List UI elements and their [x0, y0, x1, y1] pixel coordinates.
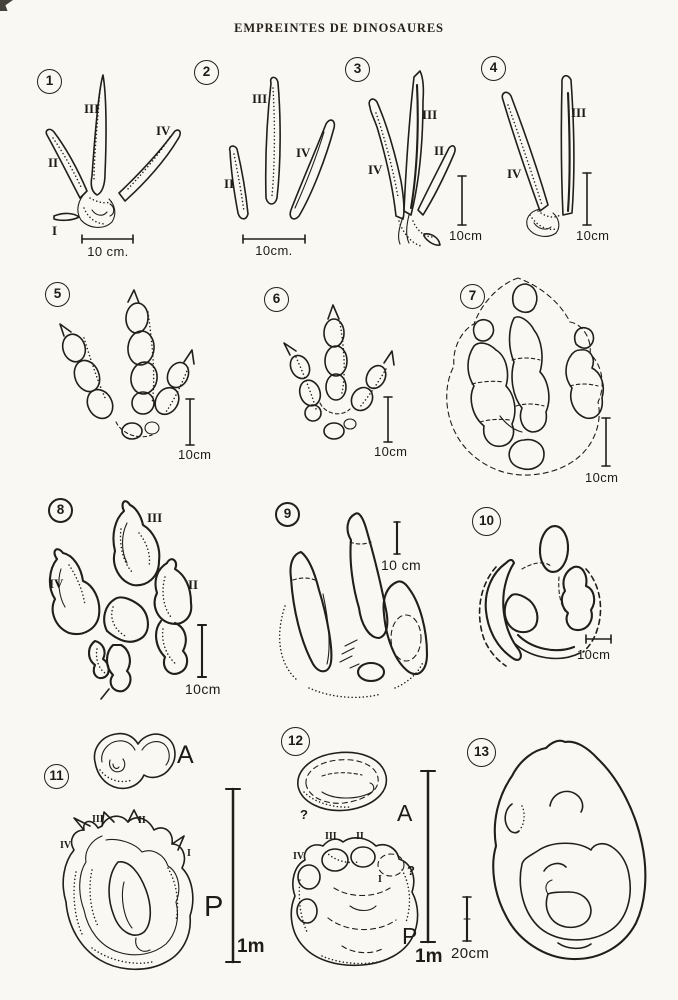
figure-12 — [278, 720, 470, 975]
toe-label-II: II — [356, 831, 364, 842]
figure-5-number-badge: 5 — [45, 282, 70, 307]
toe-label-III: III — [147, 510, 163, 525]
toe-label-IV: IV — [507, 166, 522, 181]
toe-label-IV: IV — [296, 145, 311, 160]
footprint-drawing-8 — [35, 493, 235, 703]
toe-label-II: II — [434, 143, 445, 158]
figure-2-number-badge: 2 — [194, 60, 219, 85]
toe-label-I: I — [52, 223, 58, 238]
scale-label: 10cm — [585, 470, 619, 485]
figure-8 — [35, 493, 235, 703]
figure-9-scale-bar — [394, 522, 400, 554]
toe-label-I: I — [187, 848, 191, 859]
scale-label: 1m — [237, 936, 265, 957]
figure-12-number-badge: 12 — [281, 727, 310, 756]
toe-label-II: II — [188, 577, 199, 592]
figure-9 — [255, 498, 435, 698]
figure-13 — [450, 716, 668, 980]
figure-10 — [462, 503, 622, 673]
toe-label-I: I — [378, 874, 382, 885]
figure-6-number-badge: 6 — [264, 287, 289, 312]
manus-label: A — [177, 741, 194, 769]
scale-label: 10cm — [185, 681, 221, 697]
figure-2 — [193, 58, 343, 263]
scale-label: 10cm. — [255, 243, 293, 258]
figure-11 — [40, 722, 275, 980]
figure-7-number-badge: 7 — [460, 284, 485, 309]
footprint-drawing-4 — [478, 53, 618, 253]
scale-label: 10cm — [178, 447, 212, 462]
toe-label-III: III — [252, 91, 268, 106]
figure-9-number-badge: 9 — [275, 502, 300, 527]
toe-label-IV: IV — [156, 123, 171, 138]
figure-7-scale-bar — [602, 418, 610, 466]
footprint-drawing-12 — [278, 720, 470, 975]
toe-label-III: III — [422, 107, 438, 122]
scale-label: 10cm — [449, 228, 483, 243]
scale-label: 10cm — [577, 647, 611, 662]
figure-8-scale-bar — [198, 625, 206, 677]
toe-label-IV: IV — [368, 162, 383, 177]
figure-4-scale-bar — [583, 173, 591, 225]
question-mark-right: ? — [407, 863, 415, 878]
figure-7 — [430, 266, 652, 488]
figure-11-number-badge: 11 — [44, 764, 69, 789]
figure-4-number-badge: 4 — [481, 56, 506, 81]
figure-6 — [262, 285, 412, 465]
toe-label-IV: IV — [49, 576, 64, 591]
toe-label-II: II — [138, 815, 146, 826]
footprint-drawing-2 — [193, 58, 343, 263]
pes-label: P — [204, 891, 224, 923]
figure-8-number-badge: 8 — [48, 498, 73, 523]
figure-13-scale-bar — [463, 897, 471, 941]
toe-label-II: II — [224, 176, 235, 191]
scale-label: 1m — [415, 946, 443, 967]
figure-5 — [40, 272, 225, 467]
scale-label: 10cm — [374, 444, 408, 459]
scan-corner-smudge — [0, 0, 13, 11]
figure-3-scale-bar — [458, 176, 466, 225]
figure-3-number-badge: 3 — [345, 57, 370, 82]
figure-10-scale-bar — [586, 635, 611, 643]
toe-label-IV: IV — [293, 851, 305, 862]
figure-13-number-badge: 13 — [467, 738, 496, 767]
figure-4 — [478, 53, 618, 253]
footprint-drawing-6 — [262, 285, 412, 465]
figure-12-scale-bar — [421, 771, 435, 942]
scale-label: 10 cm. — [87, 244, 129, 259]
toe-label-II: II — [48, 155, 59, 170]
toe-label-III: III — [92, 814, 104, 825]
page-title: EMPREINTES DE DINOSAURES — [234, 21, 444, 35]
scale-label: 10 cm — [381, 557, 422, 573]
question-mark-left: ? — [300, 807, 308, 822]
scale-label: 10cm — [576, 228, 610, 243]
toe-label-III: III — [325, 831, 337, 842]
figure-3 — [343, 53, 483, 263]
toe-label-III: III — [571, 105, 587, 120]
figure-6-scale-bar — [384, 397, 392, 442]
manus-label: A — [397, 800, 413, 826]
figure-1-number-badge: 1 — [37, 69, 62, 94]
figure-2-scale-bar — [243, 235, 305, 243]
figure-10-number-badge: 10 — [472, 507, 501, 536]
toe-label-IV: IV — [60, 840, 72, 851]
pes-label: P — [402, 923, 418, 949]
figure-1 — [22, 58, 192, 263]
footprint-drawing-9 — [255, 498, 435, 698]
scale-label: 20cm — [451, 945, 490, 962]
figure-5-scale-bar — [186, 399, 194, 445]
figure-1-scale-bar — [82, 235, 133, 243]
toe-label-III: III — [84, 101, 100, 116]
